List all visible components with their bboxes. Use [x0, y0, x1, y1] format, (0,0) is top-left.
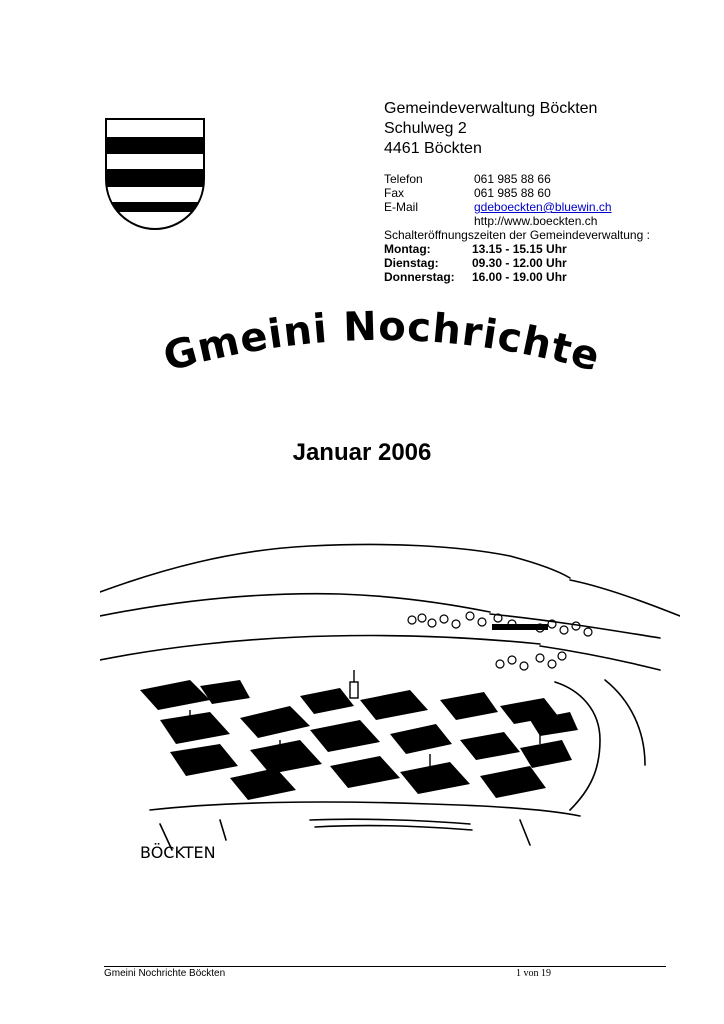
footer-divider — [104, 966, 666, 967]
hours-time: 09.30 - 12.00 Uhr — [472, 256, 567, 270]
email-label: E-Mail — [384, 200, 419, 214]
address-block — [384, 99, 597, 159]
coat-of-arms-icon — [104, 117, 206, 231]
village-sketch-illustration — [100, 520, 680, 890]
email-link[interactable]: gdeboeckten@bluewin.ch — [474, 200, 612, 214]
web-row — [384, 214, 650, 228]
hours-row-thursday — [384, 270, 650, 284]
sketch-signature: BÖCKTEN — [140, 843, 216, 862]
newsletter-title: Gmeini Nochrichte — [158, 305, 606, 382]
opening-hours-heading: Schalteröffnungszeiten der Gemeindeverwaltung : — [384, 228, 650, 242]
postal-city: 4461 Böckten — [384, 140, 482, 157]
hours-row-tuesday — [384, 256, 650, 270]
hours-time: 16.00 - 19.00 Uhr — [472, 270, 567, 284]
phone-row — [384, 172, 650, 186]
hours-day: Donnerstag: — [384, 270, 455, 284]
footer-title: Gmeini Nochrichte Böckten — [104, 968, 226, 979]
newsletter-title-banner — [110, 305, 650, 415]
hours-row-monday — [384, 242, 650, 256]
office-name: Gemeindeverwaltung Böckten — [384, 100, 598, 117]
phone-label: Telefon — [384, 172, 423, 186]
fax-number: 061 985 88 60 — [474, 186, 551, 200]
fax-row — [384, 186, 650, 200]
phone-number: 061 985 88 66 — [474, 172, 551, 186]
fax-label: Fax — [384, 186, 405, 200]
street: Schulweg 2 — [384, 120, 467, 137]
website-url: http://www.boeckten.ch — [474, 214, 598, 228]
page-number: 1 von 19 — [516, 968, 551, 979]
contact-block — [384, 172, 650, 284]
hours-day: Montag: — [384, 242, 431, 256]
hours-day: Dienstag: — [384, 256, 439, 270]
email-row — [384, 200, 650, 214]
issue-date: Januar 2006 — [292, 439, 432, 466]
hours-time: 13.15 - 15.15 Uhr — [472, 242, 567, 256]
svg-text:Gmeini Nochrichte — [159, 305, 606, 381]
